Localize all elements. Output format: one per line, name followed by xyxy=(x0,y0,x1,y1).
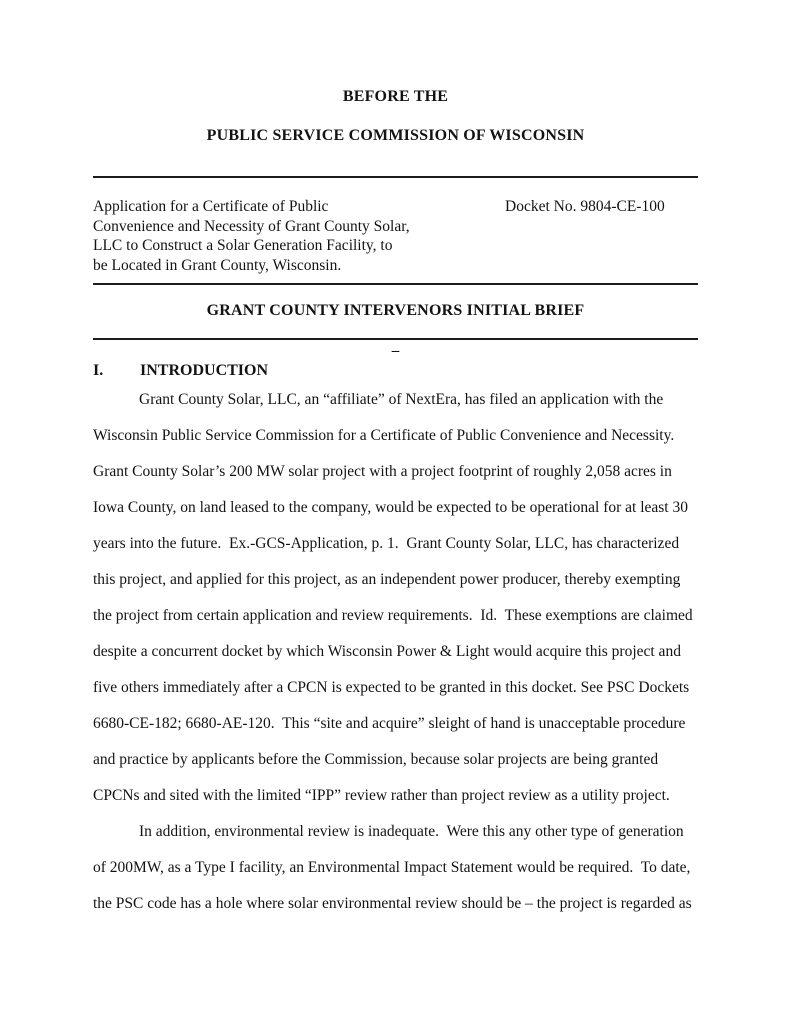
text-line: 6680-CE-182; 6680-AE-120. This “site and acquire” sleight of hand is unacceptable procedure xyxy=(93,715,686,732)
divider-top xyxy=(93,176,698,178)
text-line: Iowa County, on land leased to the company, would be expected to be operational for at least 30 xyxy=(93,499,688,516)
text-line: Grant County Solar’s 200 MW solar project with a project footprint of roughly 2,058 acres in xyxy=(93,463,672,480)
text-line: Wisconsin Public Service Commission for a Certificate of Public Convenience and Necessity. xyxy=(93,427,675,444)
text-line: Grant County Solar, LLC, an “affiliate” of NextEra, has filed an application with the xyxy=(139,391,664,408)
court-header-line1: BEFORE THE xyxy=(342,88,449,105)
text-line: years into the future. Ex.-GCS-Application, p. 1. Grant County Solar, LLC, has characterized xyxy=(93,535,680,552)
text-line: LLC to Construct a Solar Generation Facility, to xyxy=(93,237,393,254)
text-line: the PSC code has a hole where solar environmental review should be – the project is regarded as xyxy=(93,895,692,912)
divider-title xyxy=(93,338,698,340)
text-line: of 200MW, as a Type I facility, an Environmental Impact Statement would be required. To date, xyxy=(93,859,691,876)
section-heading xyxy=(93,362,698,380)
document-body xyxy=(93,382,698,922)
text-line: this project, and applied for this project, as an independent power producer, thereby exempting xyxy=(93,571,681,588)
court-header-line2: PUBLIC SERVICE COMMISSION OF WISCONSIN xyxy=(206,127,585,144)
section-title: INTRODUCTION xyxy=(140,362,269,379)
text-line: despite a concurrent docket by which Wisconsin Power & Light would acquire this project and xyxy=(93,643,681,660)
section-number: I. xyxy=(93,362,104,379)
divider-caption xyxy=(93,283,698,285)
text-line: Application for a Certificate of Public xyxy=(93,198,329,215)
text-line: be Located in Grant County, Wisconsin. xyxy=(93,256,342,274)
text-line: In addition, environmental review is inadequate. Were this any other type of generation xyxy=(139,823,684,840)
text-line: CPCNs and sited with the limited “IPP” review rather than project review as a utility project. xyxy=(93,787,670,804)
paragraph-introduction-2 xyxy=(93,814,698,922)
separator-mark: – xyxy=(391,343,400,359)
text-line: Convenience and Necessity of Grant County Solar, xyxy=(93,217,410,235)
text-line: and practice by applicants before the Commission, because solar projects are being granted xyxy=(93,751,659,768)
text-line: the project from certain application and review requirements. Id. These exemptions are claimed xyxy=(93,607,693,624)
brief-title: GRANT COUNTY INTERVENORS INITIAL BRIEF xyxy=(206,302,585,319)
docket-number: Docket No. 9804-CE-100 xyxy=(505,198,665,215)
case-caption xyxy=(93,197,698,275)
paragraph-introduction-1 xyxy=(93,382,698,814)
application-description xyxy=(93,197,505,275)
document-content xyxy=(93,0,698,922)
text-line: five others immediately after a CPCN is expected to be granted in this docket. See PSC Dockets xyxy=(93,679,690,696)
